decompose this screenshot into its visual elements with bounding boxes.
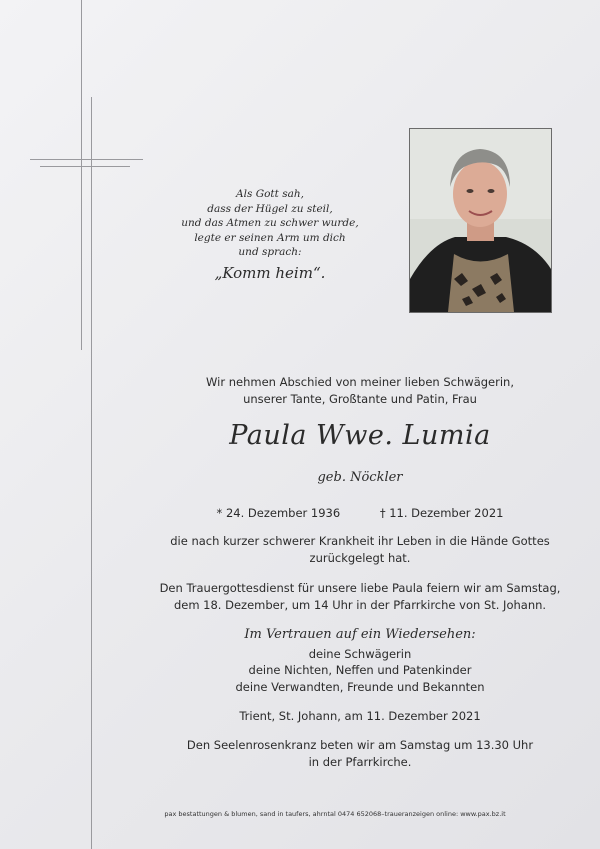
place-date-line: Trient, St. Johann, am 11. Dezember 2021 bbox=[239, 709, 481, 723]
footer-credit: pax bestattungen & blumen, sand in taufers, ahrntal 0474 652068–traueranzeigen online: www.pax.bz.it bbox=[164, 810, 506, 818]
poem-line: Als Gott sah, bbox=[236, 188, 304, 200]
life-dates bbox=[150, 506, 570, 520]
portrait-illustration bbox=[410, 129, 551, 312]
poem-line: und das Atmen zu schwer wurde, bbox=[181, 217, 359, 229]
mourner-line: deine Schwägerin bbox=[308, 646, 412, 661]
birth-name: geb. Nöckler bbox=[317, 470, 403, 485]
mourners-heading: Im Vertrauen auf ein Wiedersehen: bbox=[244, 627, 476, 642]
birth-date: * 24. Dezember 1936 bbox=[216, 506, 341, 520]
intro-line: unserer Tante, Großtante und Patin, Frau bbox=[243, 391, 477, 406]
place-date bbox=[150, 708, 570, 725]
rosary-line: Den Seelenrosenkranz beten wir am Samstag um 13.30 Uhr bbox=[186, 738, 534, 752]
poem-motto: „Komm heim“. bbox=[214, 263, 326, 282]
mourner-line: deine Nichten, Neffen und Patenkinder bbox=[248, 663, 472, 677]
cross-horizontal-line-1 bbox=[30, 159, 143, 160]
portrait-photo bbox=[409, 128, 552, 313]
intro-text bbox=[150, 374, 570, 407]
cross-vertical-line-2 bbox=[91, 97, 92, 849]
passing-text bbox=[150, 533, 570, 566]
rosary-text bbox=[150, 737, 570, 770]
poem-line: legte er seinen Arm um dich bbox=[194, 231, 346, 244]
rosary-line: in der Pfarrkirche. bbox=[308, 754, 412, 769]
service-text bbox=[150, 580, 570, 613]
service-line: Den Trauergottesdienst für unsere liebe Paula feiern wir am Samstag, bbox=[159, 581, 561, 595]
cross-horizontal-line-2 bbox=[40, 166, 130, 167]
mourners bbox=[150, 627, 570, 695]
mourner-line: deine Verwandten, Freunde und Bekannten bbox=[235, 679, 485, 694]
passing-line: die nach kurzer schwerer Krankheit ihr Leben in die Hände Gottes bbox=[170, 534, 550, 548]
deceased-name: Paula Wwe. Lumia bbox=[229, 420, 491, 451]
death-date: † 11. Dezember 2021 bbox=[379, 506, 504, 520]
service-line: dem 18. Dezember, um 14 Uhr in der Pfarrkirche von St. Johann. bbox=[173, 597, 547, 612]
poem bbox=[170, 187, 370, 280]
cross-vertical-line-1 bbox=[81, 0, 82, 350]
passing-line: zurückgelegt hat. bbox=[309, 550, 411, 565]
intro-line: Wir nehmen Abschied von meiner lieben Schwägerin, bbox=[206, 375, 514, 389]
poem-line: und sprach: bbox=[238, 246, 302, 258]
poem-line: dass der Hügel zu steil, bbox=[207, 202, 333, 215]
